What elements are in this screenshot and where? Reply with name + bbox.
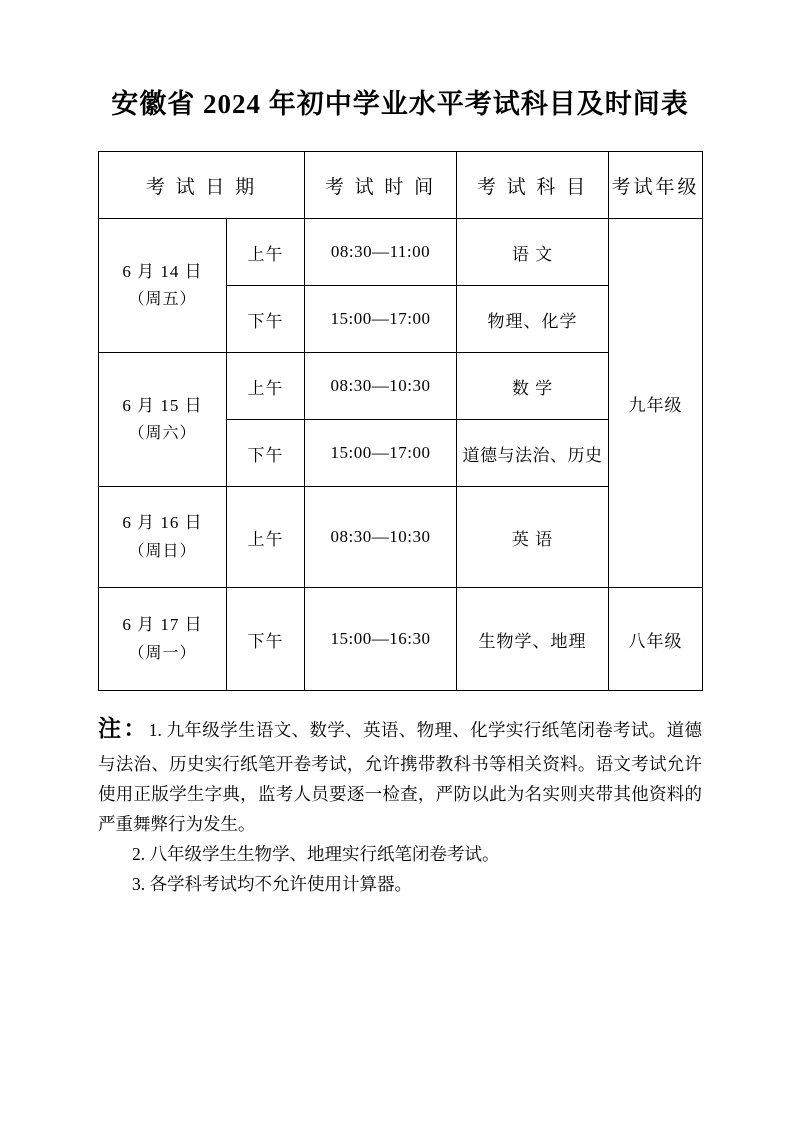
cell-time: 15:00—17:00 [305,420,457,487]
cell-session: 上午 [227,487,305,588]
column-header-time: 考 试 时 间 [305,152,457,219]
cell-date [99,588,227,691]
exam-schedule-table-wrapper [98,151,702,691]
cell-session: 下午 [227,588,305,691]
cell-grade: 八年级 [609,588,703,691]
notes-label: 注： [98,716,149,741]
page-title: 安徽省 2024 年初中学业水平考试科目及时间表 [111,89,689,119]
cell-subject: 英 语 [457,487,609,588]
date-text: 6 月 15 日 [122,395,203,415]
cell-time: 08:30—11:00 [305,219,457,286]
cell-session: 上午 [227,353,305,420]
weekday-text: （周一） [128,644,197,662]
note-item-3: 3. 各学科考试均不允许使用计算器。 [132,873,412,894]
table-header-row [99,152,703,219]
cell-subject: 语 文 [457,219,609,286]
cell-session: 下午 [227,286,305,353]
cell-subject: 数 学 [457,353,609,420]
cell-time: 15:00—16:30 [305,588,457,691]
weekday-text: （周六） [128,425,197,443]
cell-time: 08:30—10:30 [305,487,457,588]
table-row [99,219,703,286]
weekday-text: （周日） [128,542,197,560]
date-text: 6 月 14 日 [122,261,203,281]
cell-session: 下午 [227,420,305,487]
cell-subject: 道德与法治、历史 [457,420,609,487]
column-header-date: 考 试 日 期 [99,152,305,219]
cell-subject: 生物学、地理 [457,588,609,691]
exam-schedule-table [98,151,703,691]
note-item-1 [98,709,702,839]
table-row [99,588,703,691]
cell-date [99,219,227,353]
cell-subject: 物理、化学 [457,286,609,353]
date-text: 6 月 17 日 [122,615,203,635]
cell-time: 08:30—10:30 [305,353,457,420]
cell-grade: 九年级 [609,219,703,588]
column-header-grade: 考试年级 [609,152,703,219]
cell-date [99,487,227,588]
cell-session: 上午 [227,219,305,286]
note-item-2: 2. 八年级学生生物学、地理实行纸笔闭卷考试。 [132,843,500,864]
column-header-subject: 考 试 科 目 [457,152,609,219]
notes-section [98,709,702,899]
cell-date [99,353,227,487]
date-text: 6 月 16 日 [122,513,203,533]
weekday-text: （周五） [128,291,197,309]
cell-time: 15:00—17:00 [305,286,457,353]
note-text-1: 1. 九年级学生语文、数学、英语、物理、化学实行纸笔闭卷考试。道德与法治、历史实行纸笔开卷考试，允许携带教科书等相关资料。语文考试允许使用正版学生字典，监考人员要逐一检查，严防以此为名实则夹带其他资料的严重舞弊行为发生。 [98,720,702,834]
